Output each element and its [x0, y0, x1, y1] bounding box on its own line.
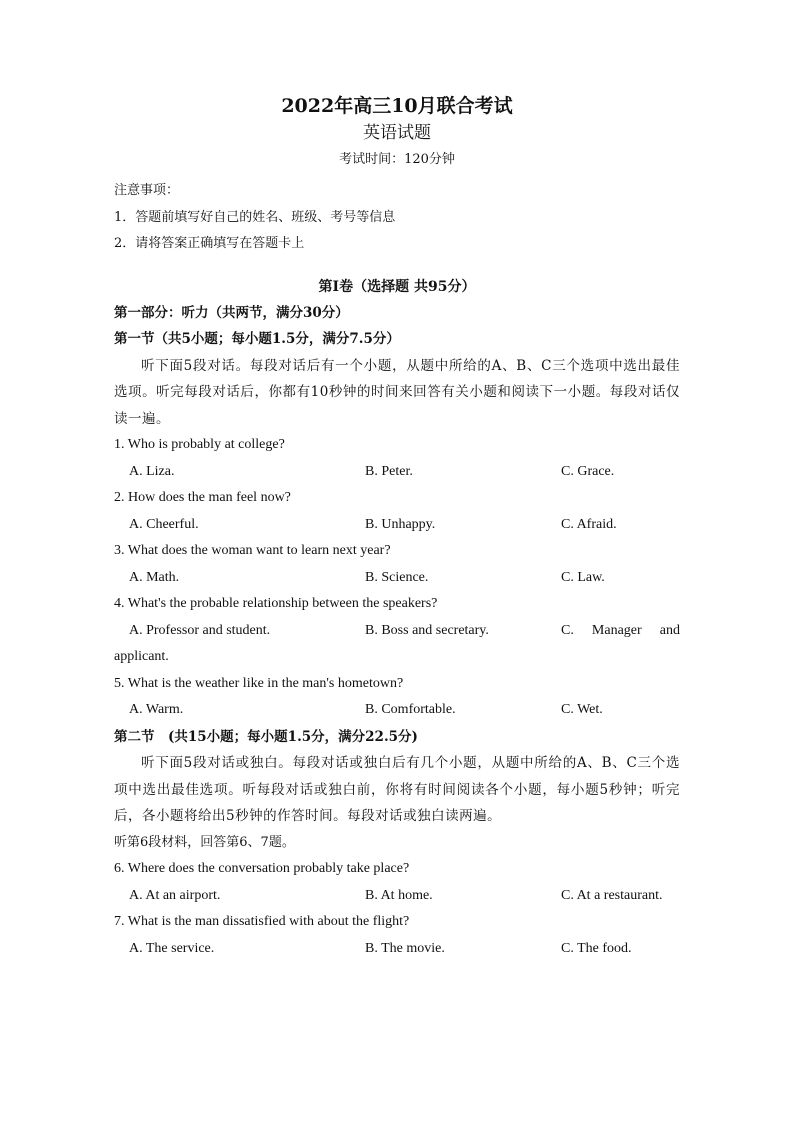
question-options — [114, 697, 680, 724]
exam-time: 考试时间：120分钟 — [339, 152, 455, 167]
option-c-word: Manager — [591, 622, 642, 638]
question-text: 7. What is the man dissatisfied with about the flight? — [114, 914, 410, 929]
question-options — [114, 618, 680, 645]
option-b: B. Comfortable. — [365, 702, 456, 717]
option-b: B. Science. — [365, 569, 429, 585]
option-a: A. The service. — [129, 940, 215, 956]
option-c: C. The food. — [561, 940, 632, 956]
question-options — [114, 883, 680, 910]
option-c — [561, 618, 680, 645]
option-b: B. Unhappy. — [365, 516, 436, 532]
option-c: C. Afraid. — [561, 516, 617, 532]
option-a: A. At an airport. — [129, 887, 221, 903]
option-c: C. At a restaurant. — [561, 887, 663, 903]
option-a: A. Liza. — [129, 463, 175, 479]
part1-title: 第一部分：听力（共两节，满分30分） — [114, 304, 349, 321]
material-note: 听第6段材料，回答第6、7题。 — [114, 834, 295, 850]
option-c: C. Grace. — [561, 463, 615, 479]
question-options — [114, 512, 680, 539]
option-b: B. At home. — [365, 887, 433, 903]
option-a: A. Professor and student. — [129, 622, 271, 638]
option-a: A. Warm. — [129, 702, 184, 717]
question-1 — [114, 432, 680, 485]
option-c-word: and — [659, 622, 680, 638]
question-text: 1. Who is probably at college? — [114, 437, 285, 452]
question-options — [114, 936, 680, 963]
option-c: C. Wet. — [561, 702, 603, 717]
volume-title: 第I卷（选择题 共95分） — [318, 278, 476, 295]
question-text: 3. What does the woman want to learn next year? — [114, 543, 391, 558]
question-options — [114, 565, 680, 592]
question-3 — [114, 538, 680, 591]
note-item: 1．答题前填写好自己的姓名、班级、考号等信息 — [114, 209, 396, 225]
question-2 — [114, 485, 680, 538]
question-4 — [114, 591, 680, 671]
option-b: B. Boss and secretary. — [365, 622, 489, 638]
option-b: B. The movie. — [365, 940, 445, 956]
option-b: B. Peter. — [365, 463, 413, 479]
exam-title: 2022年高三10月联合考试 — [281, 95, 513, 117]
section1-title: 第一节（共5小题；每小题1.5分，满分7.5分） — [114, 331, 400, 347]
section1-instructions: 听下面5段对话。每段对话后有一个小题，从题中所给的A、B、C三个选项中选出最佳选项。听完每段对话后，你都有10秒钟的时间来回答有关小题和阅读下一小题。每段对话仅读一遍。 — [114, 357, 680, 427]
option-a: A. Cheerful. — [129, 516, 199, 532]
section2-instructions: 听下面5段对话或独白。每段对话或独白后有几个小题，从题中所给的A、B、C三个选项中选出最佳选项。听每段对话或独白前，你将有时间阅读各个小题，每小题5秒钟；听完后，各小题将给出5秒钟的作答时间。每段对话或独白读两遍。 — [114, 755, 680, 824]
question-6 — [114, 856, 680, 909]
question-text: 5. What is the weather like in the man's hometown? — [114, 675, 404, 691]
question-text: 6. Where does the conversation probably take place? — [114, 861, 410, 876]
notes-heading: 注意事项： — [114, 183, 180, 198]
exam-page — [114, 94, 680, 962]
note-item: 2．请将答案正确填写在答题卡上 — [114, 236, 305, 251]
question-5 — [114, 671, 680, 724]
question-7 — [114, 909, 680, 962]
section2-title: 第二节 (共15小题；每小题1.5分，满分22.5分) — [114, 728, 418, 745]
option-c-continuation: applicant. — [114, 649, 169, 664]
question-options — [114, 459, 680, 486]
question-text: 4. What's the probable relationship between the speakers? — [114, 596, 438, 611]
exam-subtitle: 英语试题 — [363, 123, 431, 143]
option-c-letter: C. — [561, 622, 574, 638]
option-c: C. Law. — [561, 569, 605, 585]
option-a: A. Math. — [129, 569, 180, 585]
question-text: 2. How does the man feel now? — [114, 490, 291, 505]
